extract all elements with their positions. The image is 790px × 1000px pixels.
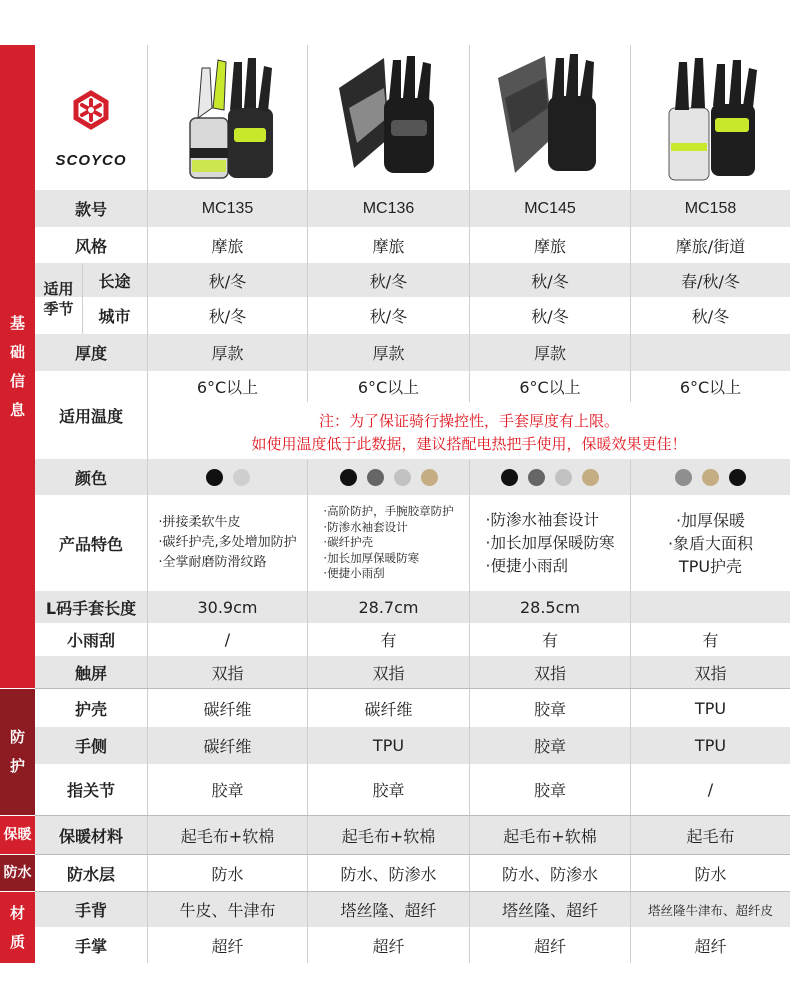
cell-touch-mc145: 双指 — [533, 663, 566, 683]
brand-logo — [35, 45, 147, 190]
label-touchscreen: 触屏 — [74, 663, 107, 683]
cell-thickness-mc158 — [631, 334, 790, 371]
label-palm: 手掌 — [74, 936, 107, 956]
cell-side-mc158: TPU — [694, 736, 727, 755]
cell-waterproof-mc158: 防水 — [694, 864, 727, 884]
cell-back-mc145: 塔丝隆、超纤 — [501, 901, 598, 920]
label-knuckle: 指关节 — [66, 781, 115, 800]
cell-wiper-mc136: 有 — [380, 631, 397, 650]
cell-model-mc145: MC145 — [524, 199, 576, 217]
section-waterproof: 防水 — [0, 855, 35, 891]
color-swatch — [421, 469, 438, 486]
feature-line: TPU护壳 — [678, 556, 743, 576]
feature-line: ·碳纤护壳 — [323, 535, 374, 550]
cell-thickness-mc136: 厚款 — [372, 344, 405, 363]
cell-shell-mc136: 碳纤维 — [364, 699, 413, 719]
color-swatch — [501, 469, 518, 486]
cell-waterproof-mc136: 防水、防渗水 — [340, 864, 437, 884]
cell-season-city-mc135: 秋/冬 — [208, 307, 247, 326]
cell-warm-material-mc135: 起毛布+软棉 — [180, 826, 275, 846]
cell-palm-mc135: 超纤 — [211, 936, 244, 956]
features-mc145 — [470, 495, 630, 591]
cell-knuckle-mc158: / — [707, 780, 714, 799]
color-swatches-mc158 — [631, 459, 790, 495]
feature-line: ·便捷小雨刮 — [323, 566, 385, 581]
color-swatches-mc136 — [308, 459, 469, 495]
cell-side-mc145: 胶章 — [533, 737, 566, 756]
section-material: 材 质 — [0, 892, 35, 963]
label-waterproof: 防水层 — [66, 864, 115, 884]
color-swatch — [675, 469, 692, 486]
cell-touch-mc158: 双指 — [694, 663, 727, 683]
glove-image-mc145 — [470, 45, 630, 190]
features-mc135 — [148, 495, 307, 591]
color-swatches-mc145 — [470, 459, 630, 495]
color-swatch — [233, 469, 250, 486]
label-thickness: 厚度 — [74, 344, 107, 363]
color-swatch — [340, 469, 357, 486]
label-color: 颜色 — [74, 468, 107, 488]
feature-line: ·加厚保暖 — [675, 510, 746, 530]
feature-line: ·防渗水袖套设计 — [485, 510, 599, 529]
label-wiper: 小雨刮 — [66, 631, 115, 650]
cell-temperature-mc136: 6°C以上 — [357, 378, 420, 397]
cell-length-mc135: 30.9cm — [197, 597, 258, 617]
label-shell: 护壳 — [74, 699, 107, 719]
cell-style-mc145: 摩旅 — [533, 236, 566, 256]
features-mc136 — [308, 495, 469, 591]
feature-line: ·碳纤护壳,多处增加防护 — [158, 535, 297, 550]
color-swatch — [367, 469, 384, 486]
cell-model-mc158: MC158 — [684, 199, 737, 217]
feature-line: ·防渗水袖套设计 — [323, 519, 408, 534]
cell-waterproof-mc145: 防水、防渗水 — [501, 864, 598, 884]
cell-warm-material-mc145: 起毛布+软棉 — [503, 826, 597, 846]
cell-wiper-mc145: 有 — [541, 631, 558, 650]
feature-line: ·加长加厚保暖防寒 — [485, 533, 615, 552]
cell-palm-mc158: 超纤 — [694, 936, 727, 956]
cell-side-mc136: TPU — [372, 736, 405, 755]
glove-image-mc158 — [631, 45, 790, 190]
cell-temperature-mc145: 6°C以上 — [519, 378, 581, 397]
color-swatch — [528, 469, 545, 486]
label-season: 适用 季节 — [43, 279, 74, 318]
temperature-note: 注：为了保证骑行操控性，手套厚度有上限。 如使用温度低于此数据，建议搭配电热把手使用，保暖效果更佳！ — [251, 412, 687, 453]
feature-line: ·拼接柔软牛皮 — [158, 515, 241, 530]
cell-warm-material-mc136: 起毛布+软棉 — [341, 826, 436, 846]
cell-style-mc136: 摩旅 — [372, 236, 405, 256]
cell-length-mc158 — [631, 591, 790, 623]
label-city: 城市 — [98, 307, 131, 326]
label-length: L码手套长度 — [45, 598, 137, 618]
section-protection: 防 护 — [0, 689, 35, 815]
feature-line: ·加长加厚保暖防寒 — [323, 550, 420, 565]
glove-image-mc136 — [308, 45, 469, 190]
label-long-distance: 长途 — [98, 271, 131, 291]
cell-touch-mc135: 双指 — [211, 663, 244, 683]
label-back: 手背 — [74, 901, 107, 920]
cell-season-city-mc136: 秋/冬 — [369, 307, 408, 326]
color-swatch — [555, 469, 572, 486]
cell-waterproof-mc135: 防水 — [211, 864, 244, 884]
cell-palm-mc136: 超纤 — [372, 936, 405, 956]
feature-line: ·全掌耐磨防滑纹路 — [158, 555, 267, 570]
cell-back-mc135: 牛皮、牛津布 — [179, 901, 276, 920]
cell-side-mc135: 碳纤维 — [203, 737, 252, 756]
cell-temperature-mc135: 6°C以上 — [196, 378, 259, 397]
label-features: 产品特色 — [58, 534, 123, 554]
features-mc158 — [631, 495, 790, 591]
cell-palm-mc145: 超纤 — [533, 936, 566, 956]
feature-line: ·象盾大面积 — [667, 533, 754, 553]
color-swatches-mc135 — [148, 459, 307, 495]
cell-model-mc135: MC135 — [201, 199, 254, 217]
color-swatch — [206, 469, 223, 486]
cell-length-mc145: 28.5cm — [519, 597, 580, 617]
cell-knuckle-mc136: 胶章 — [372, 781, 405, 800]
section-basic-info: 基 础 信 息 — [0, 45, 35, 688]
cell-season-long-mc145: 秋/冬 — [531, 271, 569, 291]
cell-season-city-mc145: 秋/冬 — [531, 307, 569, 326]
feature-line: ·高阶防护，手腕胶章防护 — [323, 504, 454, 519]
cell-model-mc136: MC136 — [362, 199, 415, 217]
feature-line: ·便捷小雨刮 — [485, 556, 568, 575]
cell-warm-material-mc158: 起毛布 — [686, 826, 735, 846]
color-swatch — [729, 469, 746, 486]
cell-back-mc136: 塔丝隆、超纤 — [340, 901, 437, 920]
cell-knuckle-mc145: 胶章 — [533, 781, 566, 800]
cell-knuckle-mc135: 胶章 — [211, 781, 244, 800]
label-temperature: 适用温度 — [58, 406, 123, 426]
cell-touch-mc136: 双指 — [372, 663, 405, 683]
cell-shell-mc158: TPU — [694, 698, 727, 718]
cell-shell-mc135: 碳纤维 — [203, 699, 252, 719]
cell-style-mc158: 摩旅/街道 — [675, 236, 746, 256]
cell-style-mc135: 摩旅 — [211, 236, 244, 256]
cell-thickness-mc135: 厚款 — [211, 344, 244, 363]
cell-season-long-mc136: 秋/冬 — [369, 271, 408, 291]
cell-season-city-mc158: 秋/冬 — [691, 307, 730, 326]
cell-shell-mc145: 胶章 — [533, 699, 566, 719]
color-swatch — [394, 469, 411, 486]
cell-wiper-mc135: / — [224, 630, 231, 649]
cell-length-mc136: 28.7cm — [358, 597, 419, 617]
label-side: 手侧 — [74, 737, 107, 756]
cell-thickness-mc145: 厚款 — [533, 344, 566, 363]
section-warmth: 保暖 — [0, 816, 35, 854]
svg-text:SCOYCO: SCOYCO — [55, 152, 127, 169]
cell-temperature-mc158: 6°C以上 — [679, 378, 742, 397]
glove-image-mc135 — [148, 45, 307, 190]
cell-season-long-mc135: 秋/冬 — [208, 271, 247, 291]
color-swatch — [702, 469, 719, 486]
label-model: 款号 — [74, 200, 107, 219]
label-style: 风格 — [74, 236, 107, 256]
cell-back-mc158: 塔丝隆牛津布、超纤皮 — [647, 902, 773, 918]
color-swatch — [582, 469, 599, 486]
label-warm-material: 保暖材料 — [58, 826, 123, 846]
cell-wiper-mc158: 有 — [702, 631, 719, 650]
cell-season-long-mc158: 春/秋/冬 — [681, 271, 740, 291]
